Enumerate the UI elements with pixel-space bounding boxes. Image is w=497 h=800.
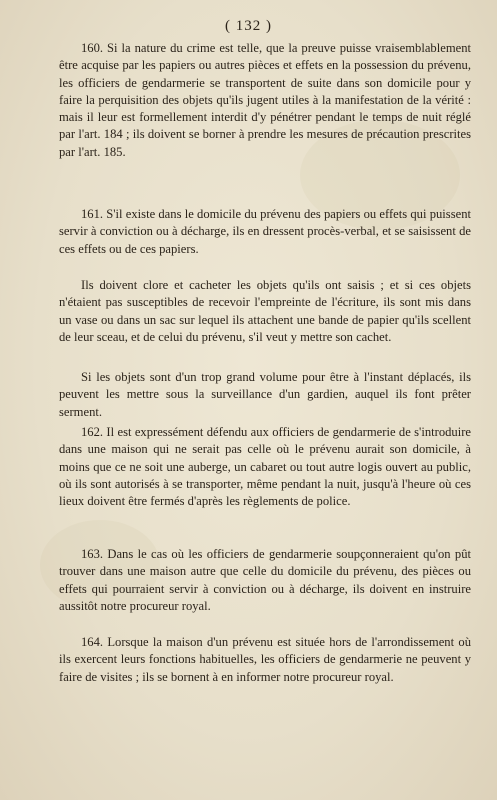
paragraph-sealing: Ils doivent clore et cacheter les objets qu'ils ont saisis ; et si ces objets n'étaient pas susceptibles de recevoir l'empreinte de l'écriture, ils sont mis dans un vase ou dans un sac sur lequel ils attachent une bande de papier qu'ils scellent de leur sceau, et de celui du prévenu, s'il veut y mettre son cachet. <box>59 278 471 344</box>
article-164: 164. Lorsque la maison d'un prévenu est située hors de l'arrondissement où ils exercent leurs fonctions habituelles, les officiers de gendarmerie ne peuvent y faire de visites ; ils se bornent à en informer notre procureur royal. <box>59 635 471 684</box>
article-162: 162. Il est expressément défendu aux officiers de gendarmerie de s'introduire dans une maison qui ne serait pas celle où le prévenu aurait son domicile, à moins que ce ne soit une auberge, un cabaret ou tout autre logis ouvert au public, où ils sont autorisés à se transporter, même pendant la nuit, jusqu'à l'heure où ces lieux doivent être fermés d'après les règlements de police. <box>59 425 471 509</box>
page-number: ( 132 ) <box>225 18 272 34</box>
article-160: 160. Si la nature du crime est telle, que la preuve puisse vraisemblablement être acquise par les papiers ou autres pièces et effets en la possession du prévenu, les officiers de gendarmerie se transportent de suite dans son domicile pour y faire la perquisition des objets qu'ils jugent utiles à la manifestation de la vérité : mais il leur est formellement interdit d'y pénétrer pendant le temps de nuit réglé par l'art. 184 ; ils doivent se borner à prendre les mesures de précaution prescrites par l'art. 185. <box>59 41 471 159</box>
article-161: 161. S'il existe dans le domicile du prévenu des papiers ou effets qui puissent servir à conviction ou à décharge, ils en dressent procès-verbal, et se saisissent de ces effets ou de ces papiers. <box>59 207 471 256</box>
paragraph-guardian: Si les objets sont d'un trop grand volume pour être à l'instant déplacés, ils peuvent les mettre sous la surveillance d'un gardien, auquel ils font prêter serment. <box>59 370 471 419</box>
article-163: 163. Dans le cas où les officiers de gendarmerie soupçonneraient qu'on pût trouver dans une maison autre que celle du domicile du prévenu, des pièces ou effets qui pourraient servir à conviction ou à décharge, ils doivent en instruire aussitôt notre procureur royal. <box>59 547 471 613</box>
